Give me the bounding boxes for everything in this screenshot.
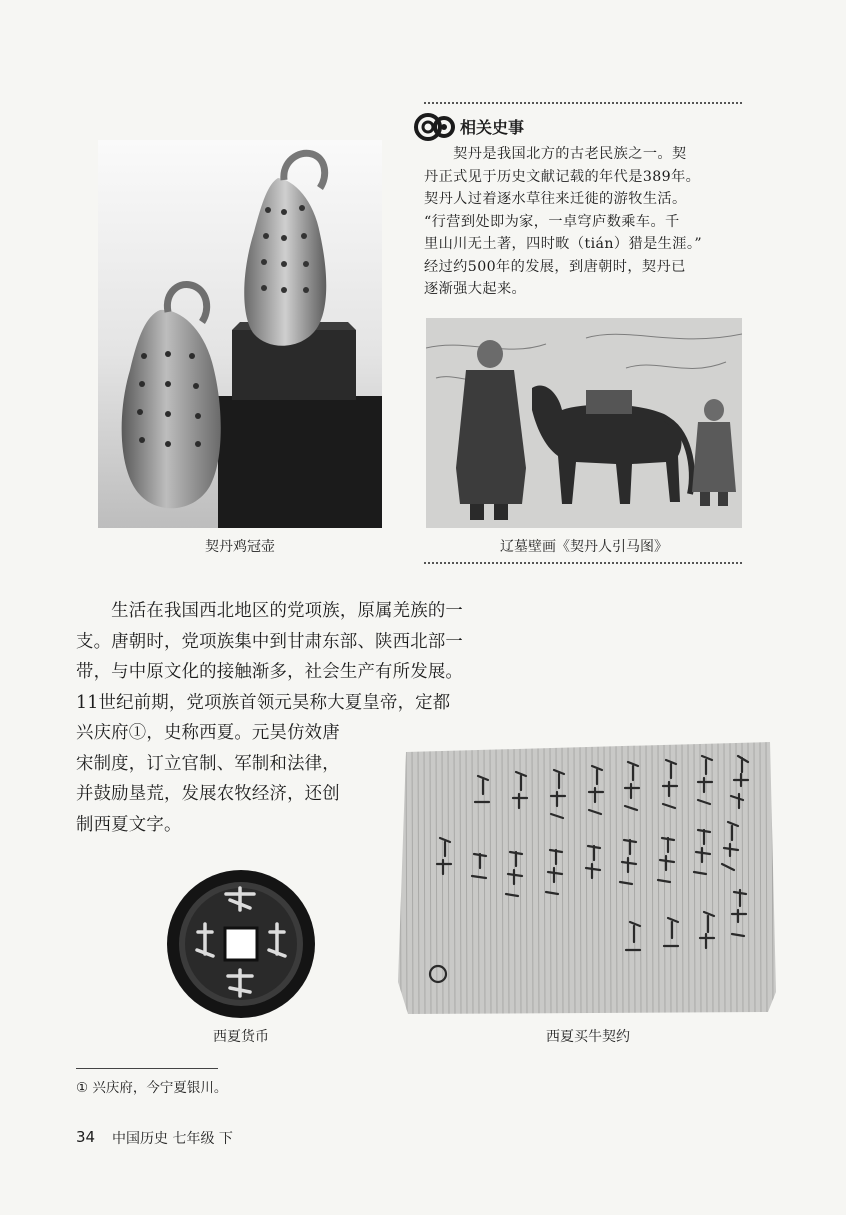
swirl-icon [414,110,456,144]
sidebar-line: “行营到处即为家，一卓穹庐数乘车。千 [424,213,680,230]
footnote-rule [76,1068,218,1069]
sidebar-line: 契丹是我国北方的古老民族之一。契 [424,146,687,162]
sidebar-text [424,143,742,301]
paragraph-line: 兴庆府①，史称西夏。元昊仿效唐 [76,723,340,743]
xixia-coin-photo [164,868,318,1020]
sidebar-top-border [424,102,742,104]
book-title: 中国历史 七年级 下 [112,1131,233,1147]
sidebar-heading: 相关史事 [460,118,525,137]
footnote: ① 兴庆府，今宁夏银川。 [76,1080,228,1096]
jug-caption: 契丹鸡冠壶 [205,539,275,555]
page-number: 34 [76,1128,96,1146]
paragraph-line: 带，与中原文化的接触渐多，社会生产有所发展。 [76,662,463,682]
paragraph-line: 并鼓励垦荒，发展农牧经济，还创 [76,784,340,804]
paragraph-line: 生活在我国西北地区的党项族，原属羌族的一 [76,601,463,621]
sidebar-bottom-border [424,562,742,564]
khitan-mural-photo [426,318,742,528]
contract-caption: 西夏买牛契约 [546,1029,630,1045]
khitan-jug-photo [98,140,382,528]
sidebar-line: 里山川无土著，四时畋（tián）猎是生涯。” [424,236,702,252]
sidebar-line: 丹正式见于历史文献记载的年代是389年。 [424,168,701,185]
sidebar-line: 经过约500年的发展，到唐朝时，契丹已 [424,258,686,275]
paragraph-line: 制西夏文字。 [76,814,182,835]
sidebar-line: 逐渐强大起来。 [424,281,527,297]
coin-caption: 西夏货币 [213,1029,269,1045]
paragraph-line: 11世纪前期，党项族首领元昊称大夏皇帝，定都 [76,692,451,713]
xixia-contract-photo [398,742,778,1016]
sidebar-line: 契丹人过着逐水草往来迁徙的游牧生活。 [424,191,687,207]
paragraph-line: 宋制度，订立官制、军制和法律， [76,753,340,774]
paragraph-line: 支。唐朝时，党项族集中到甘肃东部、陕西北部一 [76,631,463,652]
mural-caption: 辽墓壁画《契丹人引马图》 [500,539,668,555]
